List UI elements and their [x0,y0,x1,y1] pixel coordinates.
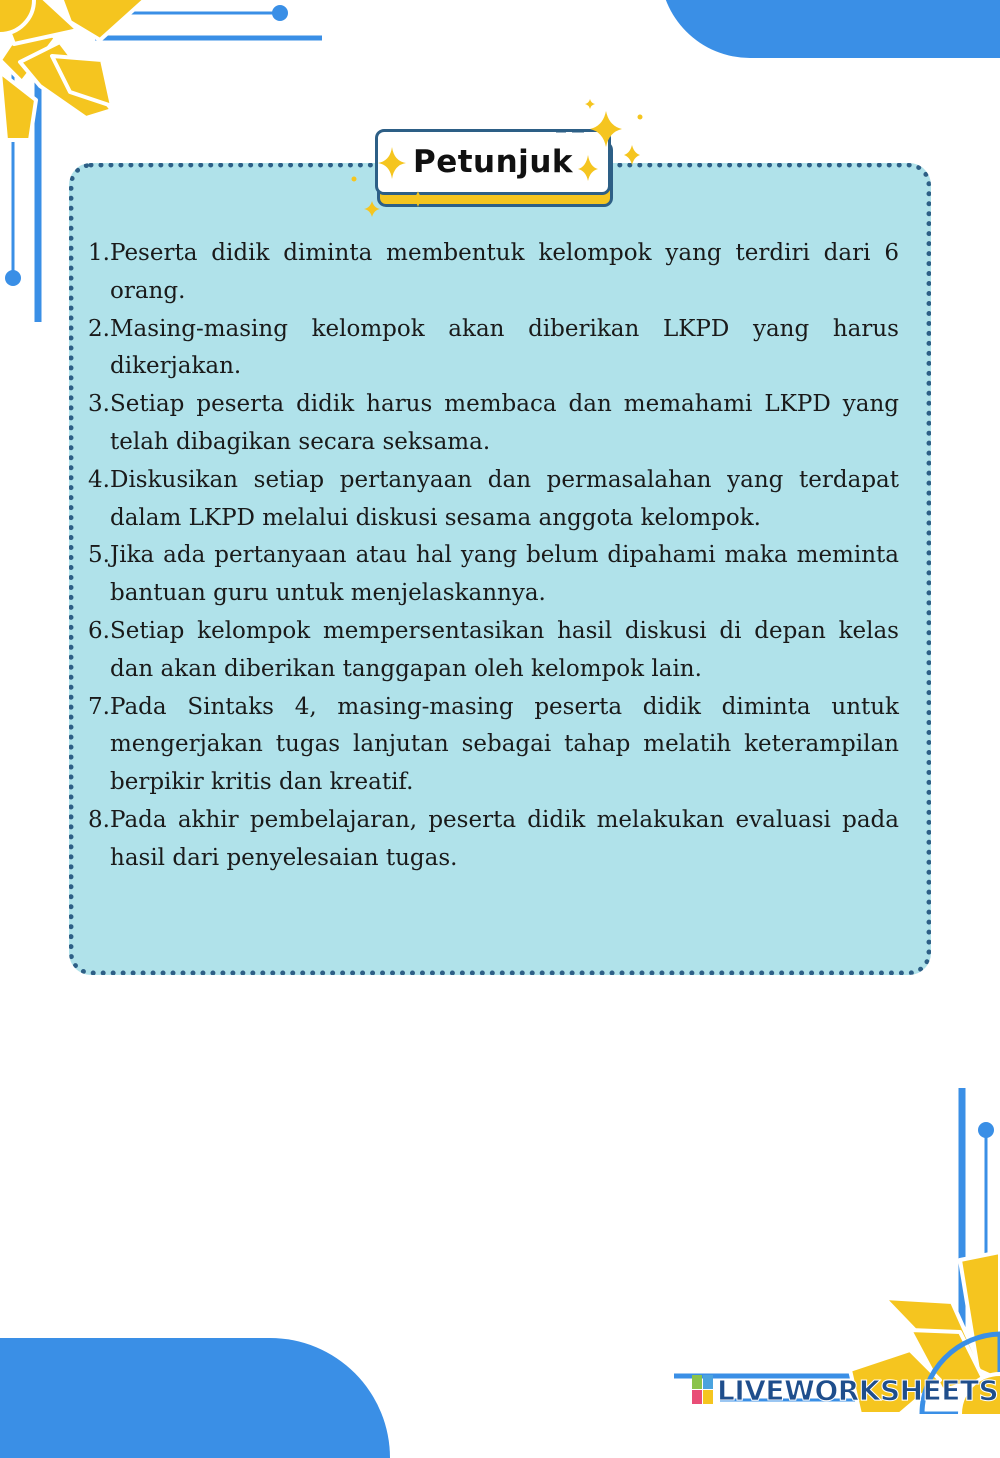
list-item [84,462,899,538]
list-item [84,311,899,387]
sparkle-icon [378,147,406,179]
sparkle-icon [585,99,595,109]
list-item [84,386,899,462]
list-item [84,537,899,613]
list-item-text: Setiap peserta didik harus membaca dan memahami LKPD yang telah dibagikan secara seksama. [110,391,899,455]
list-item-number: 4. [88,466,110,493]
list-item-text: Pada Sintaks 4, masing-masing peserta didik diminta untuk mengerjakan tugas lanjutan sebagai tahap melatih keterampilan berpikir kritis dan kreatif. [110,693,899,796]
list-item-number: 2. [88,315,110,342]
list-item-text: Peserta didik diminta membentuk kelompok yang terdiri dari 6 orang. [110,240,899,304]
brand-name: LIVEWORKSHEETS [717,1373,999,1407]
list-item [84,235,899,311]
liveworksheets-logo-icon [692,1375,714,1405]
sun-corner-ornament-bottom-right [660,1080,1000,1414]
list-item-text: Pada akhir pembelajaran, peserta didik melakukan evaluasi pada hasil dari penyelesaian tugas. [110,806,899,871]
list-item-number: 6. [88,617,110,644]
corner-blob-bottom-left [0,1338,390,1458]
list-item-number: 3. [88,391,110,418]
sparkle-icon [364,201,380,217]
list-item-number: 1. [88,240,110,266]
list-item-number: 8. [88,806,110,833]
list-item [84,802,899,878]
list-item-text: Diskusikan setiap pertanyaan dan permasalahan yang terdapat dalam LKPD melalui diskusi sesama anggota kelompok. [110,466,899,531]
list-item-text: Jika ada pertanyaan atau hal yang belum dipahami maka meminta bantuan guru untuk menjelaskannya. [110,542,899,607]
corner-blob-top-right [660,0,1000,58]
list-item-text: Masing-masing kelompok akan diberikan LKPD yang harus dikerjakan. [110,315,899,380]
list-item-number: 5. [88,542,110,569]
page-title: Petunjuk [412,144,573,180]
list-item [84,689,899,802]
sparkle-icon [590,111,622,147]
list-item-text: Setiap kelompok mempersentasikan hasil diskusi di depan kelas dan akan diberikan tanggapan oleh kelompok lain. [110,617,899,682]
sparkle-icon [578,155,598,181]
sparkle-icon [624,145,640,165]
list-item-number: 7. [88,693,110,720]
sparkle-icon [410,191,426,207]
sparkles-decoration [340,95,660,230]
instruction-list [84,235,899,878]
list-item [84,613,899,689]
brand-watermark [692,1373,998,1407]
